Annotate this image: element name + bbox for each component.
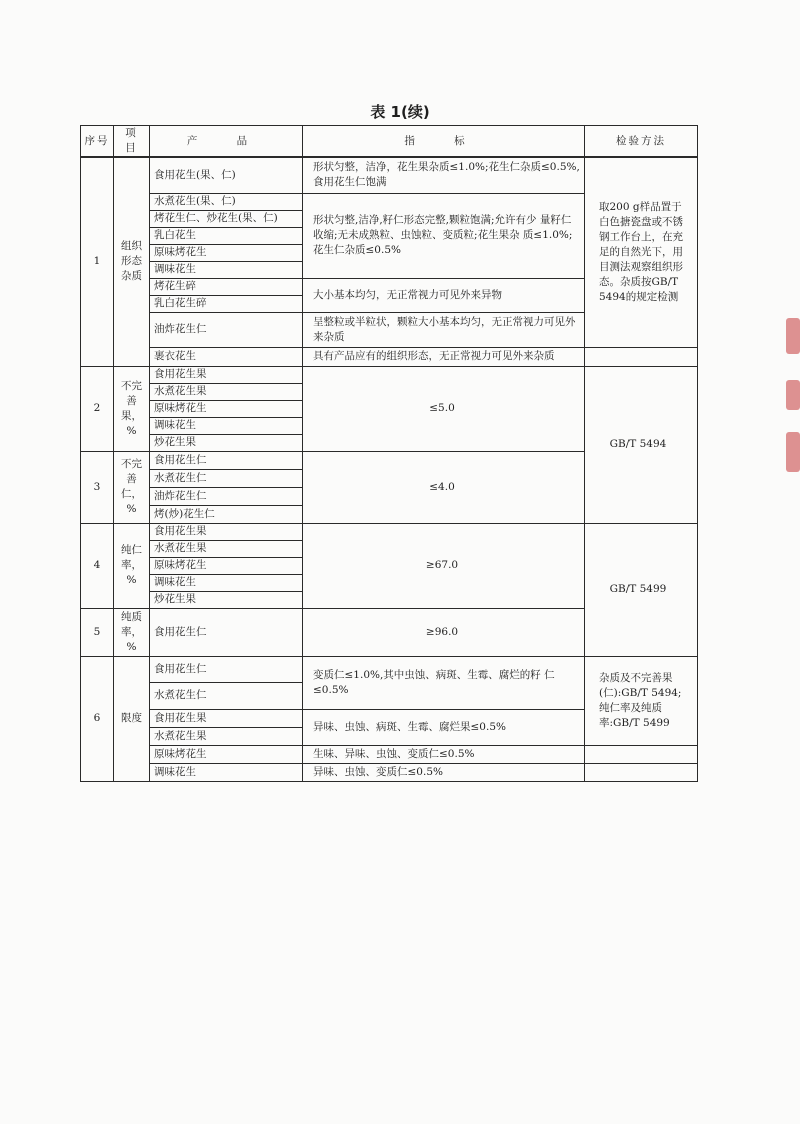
red-stamp-mark bbox=[786, 380, 800, 410]
table-row bbox=[81, 763, 698, 781]
seq-cell: 4 bbox=[81, 523, 114, 608]
product-cell: 原味烤花生 bbox=[150, 557, 303, 574]
indicator-cell: 呈整粒或半粒状，颗粒大小基本均匀，无正常视力可见外来杂质 bbox=[303, 312, 585, 347]
product-cell: 裹衣花生 bbox=[150, 347, 303, 366]
product-cell: 调味花生 bbox=[150, 261, 303, 278]
indicator-cell: 具有产品应有的组织形态，无正常视力可见外来杂质 bbox=[303, 347, 585, 366]
seq-cell: 1 bbox=[81, 157, 114, 366]
product-cell: 食用花生仁 bbox=[150, 656, 303, 682]
method-cell: GB/T 5499 bbox=[585, 523, 698, 656]
product-cell: 水煮花生果 bbox=[150, 727, 303, 745]
product-cell: 水煮花生仁 bbox=[150, 682, 303, 709]
product-cell: 水煮花生果 bbox=[150, 540, 303, 557]
item-cell: 纯质率，% bbox=[114, 608, 150, 656]
seq-cell: 5 bbox=[81, 608, 114, 656]
product-cell: 乳白花生 bbox=[150, 227, 303, 244]
table-row bbox=[81, 157, 698, 193]
product-cell: 炒花生果 bbox=[150, 591, 303, 608]
indicator-cell: ≥96.0 bbox=[303, 608, 585, 656]
header-product: 产 品 bbox=[150, 126, 303, 158]
product-cell: 油炸花生仁 bbox=[150, 487, 303, 505]
method-cell: 取200 g样品置于白色搪瓷盘或不锈钢工作台上，在充足的自然光下，用目测法观察组织形态。杂质按GB/T 5494的规定检测 bbox=[585, 157, 698, 347]
product-cell: 乳白花生碎 bbox=[150, 295, 303, 312]
indicator-cell: 异味、虫蚀、病斑、生霉、腐烂果≤0.5% bbox=[303, 709, 585, 745]
header-seq: 序号 bbox=[81, 126, 114, 158]
table-row bbox=[81, 745, 698, 763]
product-cell: 食用花生果 bbox=[150, 709, 303, 727]
item-cell: 不完善果，% bbox=[114, 366, 150, 451]
method-cell-blank bbox=[585, 347, 698, 366]
item-cell: 限度 bbox=[114, 656, 150, 781]
product-cell: 调味花生 bbox=[150, 417, 303, 434]
product-cell: 烤(炒)花生仁 bbox=[150, 505, 303, 523]
red-stamp-mark bbox=[786, 318, 800, 354]
method-cell: GB/T 5494 bbox=[585, 366, 698, 523]
table-row bbox=[81, 347, 698, 366]
item-cell: 纯仁率，% bbox=[114, 523, 150, 608]
product-cell: 食用花生仁 bbox=[150, 608, 303, 656]
seq-cell: 3 bbox=[81, 451, 114, 523]
product-cell: 食用花生果 bbox=[150, 523, 303, 540]
indicator-cell: 形状匀整，洁净，花生果杂质≤1.0%;花生仁杂质≤0.5%,食用花生仁饱满 bbox=[303, 157, 585, 193]
product-cell: 油炸花生仁 bbox=[150, 312, 303, 347]
seq-cell: 6 bbox=[81, 656, 114, 781]
indicator-cell: ≤5.0 bbox=[303, 366, 585, 451]
seq-cell: 2 bbox=[81, 366, 114, 451]
header-item: 项 目 bbox=[114, 126, 150, 158]
table-caption: 表 1(续) bbox=[370, 103, 430, 121]
product-cell: 烤花生仁、炒花生(果、仁) bbox=[150, 210, 303, 227]
indicator-cell: 大小基本均匀，无正常视力可见外来异物 bbox=[303, 278, 585, 312]
table-row bbox=[81, 656, 698, 682]
method-cell-blank bbox=[585, 745, 698, 763]
method-cell: 杂质及不完善果(仁):GB/T 5494;纯仁率及纯质率:GB/T 5499 bbox=[585, 656, 698, 745]
product-cell: 原味烤花生 bbox=[150, 244, 303, 261]
product-cell: 烤花生碎 bbox=[150, 278, 303, 295]
spec-table bbox=[80, 125, 698, 782]
indicator-cell: 异味、虫蚀、变质仁≤0.5% bbox=[303, 763, 585, 781]
product-cell: 食用花生(果、仁) bbox=[150, 157, 303, 193]
method-cell-blank bbox=[585, 763, 698, 781]
indicator-cell: 形状匀整,洁净,籽仁形态完整,颗粒饱满;允许有少 量籽仁收缩;无未成熟粒、虫蚀粒、变质粒;花生果杂 质≤1.0%;花生仁杂质≤0.5% bbox=[303, 193, 585, 278]
product-cell: 调味花生 bbox=[150, 763, 303, 781]
table-row bbox=[81, 366, 698, 383]
item-cell: 组织形态杂质 bbox=[114, 157, 150, 366]
indicator-cell: ≤4.0 bbox=[303, 451, 585, 523]
indicator-cell: 生味、异味、虫蚀、变质仁≤0.5% bbox=[303, 745, 585, 763]
product-cell: 食用花生果 bbox=[150, 366, 303, 383]
product-cell: 炒花生果 bbox=[150, 434, 303, 451]
indicator-cell: 变质仁≤1.0%,其中虫蚀、病斑、生霉、腐烂的籽 仁≤0.5% bbox=[303, 656, 585, 709]
indicator-cell: ≥67.0 bbox=[303, 523, 585, 608]
item-cell: 不完善仁，% bbox=[114, 451, 150, 523]
header-indicator: 指 标 bbox=[303, 126, 585, 158]
product-cell: 食用花生仁 bbox=[150, 451, 303, 469]
red-stamp-mark bbox=[786, 432, 800, 472]
table-row bbox=[81, 523, 698, 540]
product-cell: 水煮花生(果、仁) bbox=[150, 193, 303, 210]
table-header-row bbox=[81, 126, 698, 158]
product-cell: 原味烤花生 bbox=[150, 400, 303, 417]
header-method: 检验方法 bbox=[585, 126, 698, 158]
product-cell: 水煮花生仁 bbox=[150, 469, 303, 487]
product-cell: 原味烤花生 bbox=[150, 745, 303, 763]
product-cell: 水煮花生果 bbox=[150, 383, 303, 400]
product-cell: 调味花生 bbox=[150, 574, 303, 591]
